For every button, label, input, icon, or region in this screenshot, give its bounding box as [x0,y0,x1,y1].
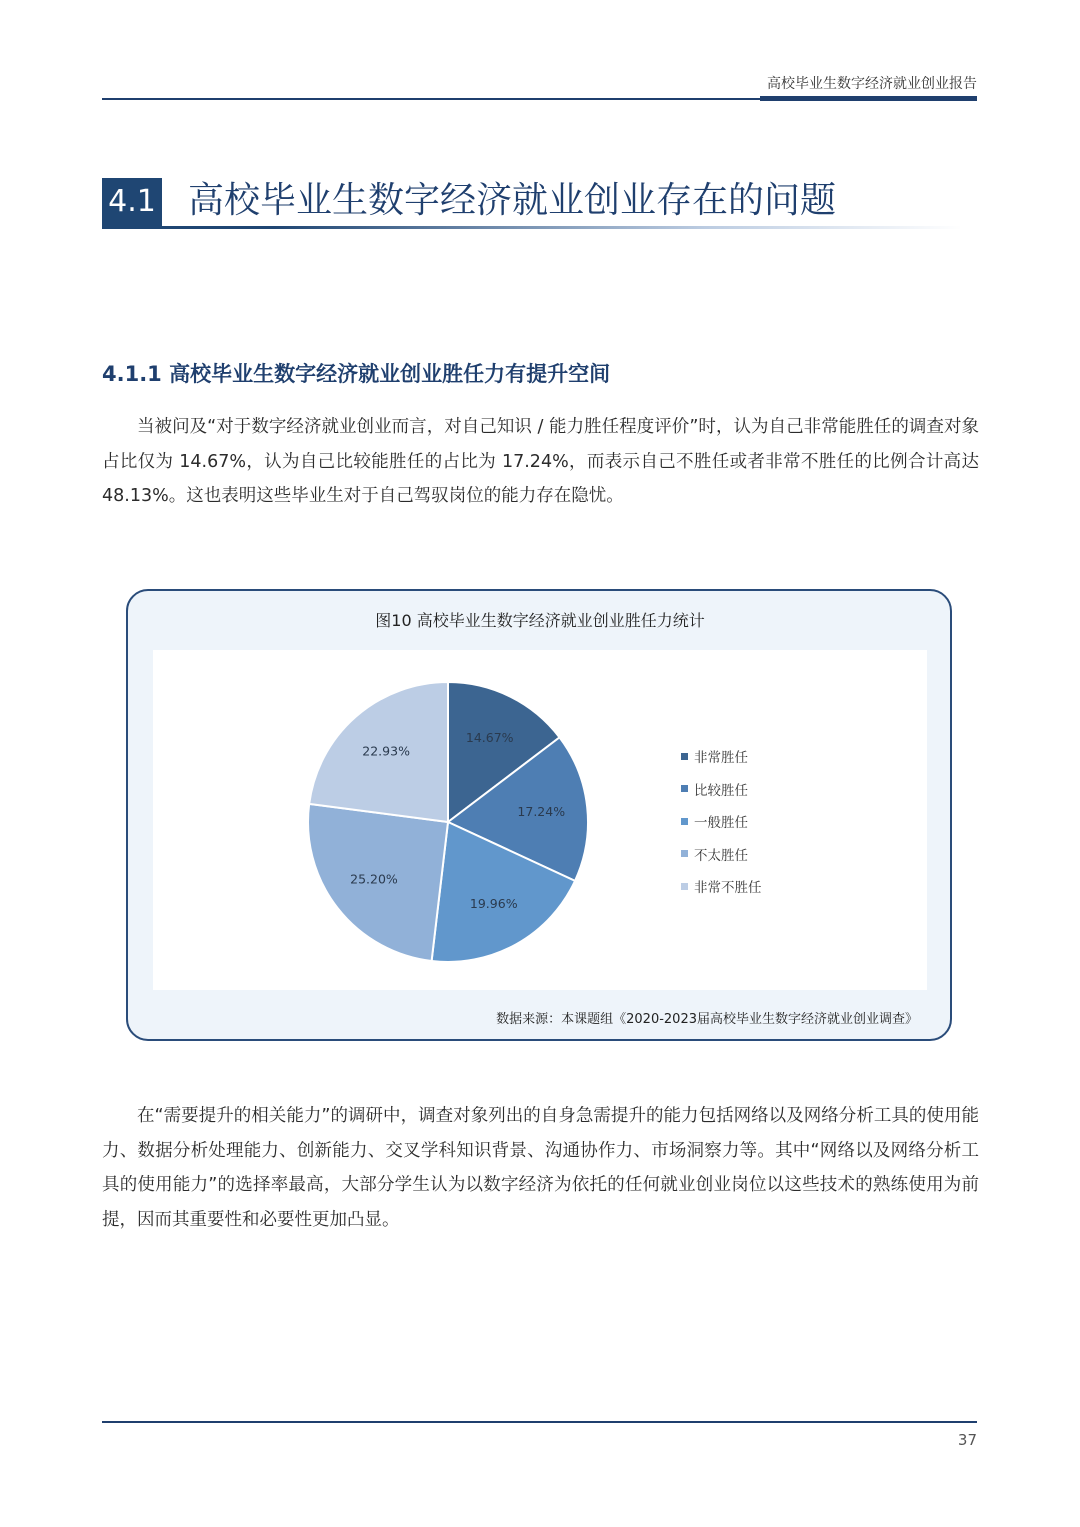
subsection-title: 4.1.1 高校毕业生数字经济就业创业胜任力有提升空间 [102,362,611,386]
legend-swatch [681,818,688,825]
legend-label: 比较胜任 [694,782,748,799]
footer-rule [102,1421,977,1423]
legend-item [681,838,762,871]
legend-item [681,805,762,838]
chart-legend [681,740,762,903]
legend-label: 非常胜任 [694,750,748,767]
figure-source: 数据来源：本课题组《2020-2023届高校毕业生数字经济就业创业调查》 [496,1012,918,1027]
pie-data-label: 25.20% [350,871,398,887]
pie-data-label: 19.96% [469,895,518,911]
pie-slices [308,682,588,962]
legend-swatch [681,883,688,890]
legend-item [681,740,762,773]
legend-label: 非常不胜任 [694,880,762,897]
legend-label: 不太胜任 [694,847,748,864]
pie-data-label: 22.93% [362,743,410,759]
paragraph-1: 当被问及“对于数字经济就业创业而言，对自己知识 / 能力胜任程度评价”时，认为自己非常能胜任的调查对象占比仅为 14.67%，认为自己比较能胜任的占比为 17.24%，而表示自己不胜任或者非常不胜任的比例合计高达 48.13%。这也表明这些毕业生对于自己驾驭岗位的能力存在隐忧。 [102,417,979,506]
pie-data-label: 14.67% [465,729,514,745]
legend-swatch [681,753,688,760]
legend-swatch [681,785,688,792]
figure-title: 图10 高校毕业生数字经济就业创业胜任力统计 [375,611,705,630]
legend-item [681,773,762,806]
pie-data-label: 17.24% [517,803,566,819]
legend-label: 一般胜任 [694,815,748,832]
legend-swatch [681,850,688,857]
page-number: 37 [957,1431,977,1449]
legend-item [681,870,762,903]
paragraph-2: 在“需要提升的相关能力”的调研中，调查对象列出的自身急需提升的能力包括网络以及网络分析工具的使用能力、数据分析处理能力、创新能力、交叉学科知识背景、沟通协作力、市场洞察力等。其中“网络以及网络分析工具的使用能力”的选择率最高，大部分学生认为以数字经济为依托的任何就业创业岗位以这些技术的熟练使用为前提，因而其重要性和必要性更加凸显。 [102,1106,979,1230]
section-title: 高校毕业生数字经济就业创业存在的问题 [188,180,837,221]
running-title: 高校毕业生数字经济就业创业报告 [767,76,977,92]
section-number: 4.1 [102,178,162,226]
